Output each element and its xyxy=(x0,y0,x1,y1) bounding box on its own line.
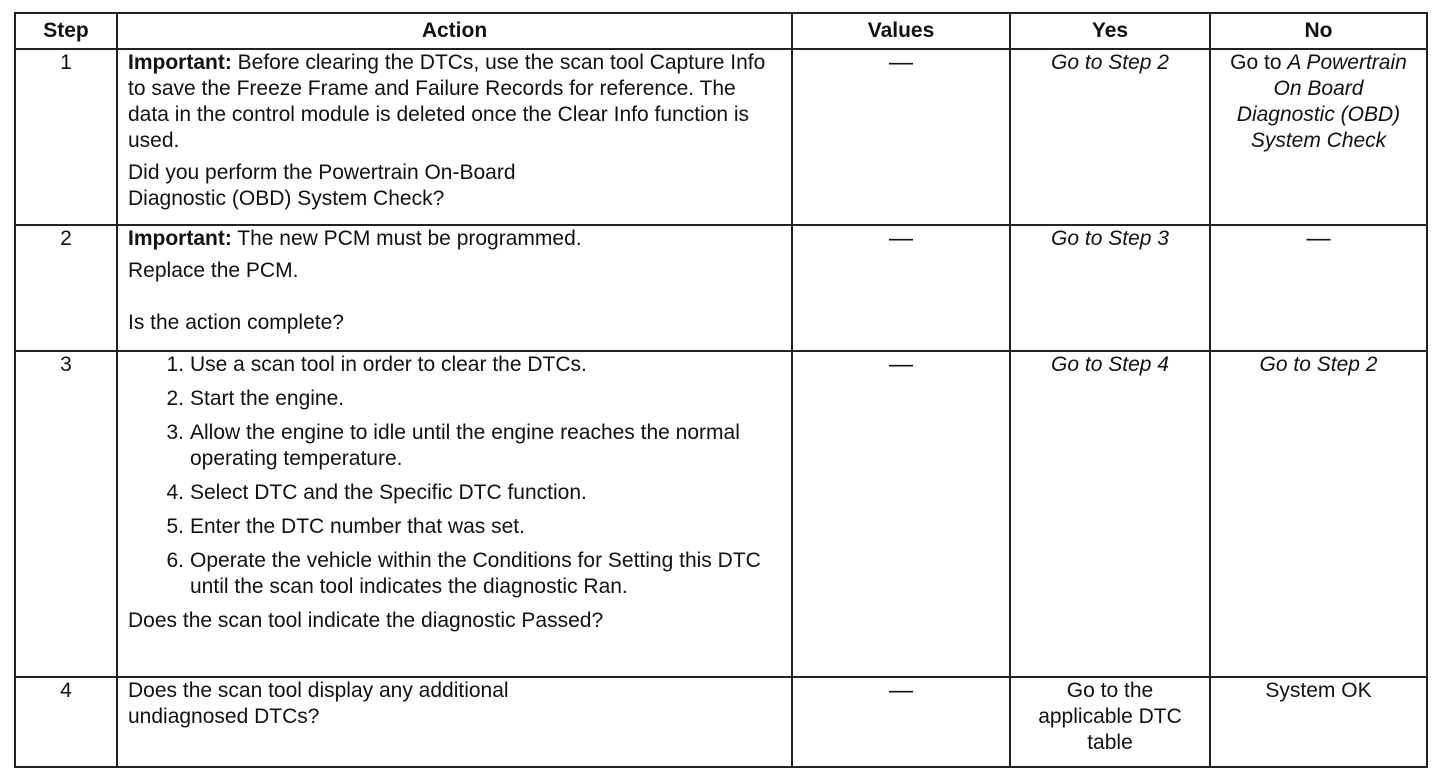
list-number: 2. xyxy=(166,387,184,410)
action-instruction: Replace the PCM. xyxy=(128,259,299,282)
action-cell xyxy=(117,225,792,351)
diagnostic-table-container xyxy=(14,12,1428,768)
list-text: Start the engine. xyxy=(190,387,345,410)
list-text: Operate the vehicle within the Conditions for Setting this DTC until the scan tool indicates the diagnostic Ran. xyxy=(190,549,761,598)
list-text: Use a scan tool in order to clear the DTCs. xyxy=(190,353,587,376)
table-row-step-2 xyxy=(15,225,1427,351)
action-cell xyxy=(117,677,792,767)
list-number: 1. xyxy=(166,353,184,376)
important-text: Before clearing the DTCs, use the scan tool Capture Info to save the Freeze Frame and Failure Records for reference. The data in the control module is deleted once the Clear Info function is used. xyxy=(128,51,766,152)
important-note xyxy=(128,50,781,154)
header-yes: Yes xyxy=(1010,13,1210,49)
diagnostic-table xyxy=(14,12,1428,768)
yes-link[interactable]: Go to Step 4 xyxy=(1010,351,1210,677)
action-question: Is the action complete? xyxy=(128,311,344,334)
list-item xyxy=(128,480,781,506)
important-label: Important: xyxy=(128,51,232,74)
list-item xyxy=(128,420,781,472)
yes-link[interactable]: Go to Step 2 xyxy=(1010,49,1210,225)
table-row-step-1 xyxy=(15,49,1427,225)
list-item xyxy=(128,514,781,540)
action-cell xyxy=(117,351,792,677)
important-label: Important: xyxy=(128,227,232,250)
list-item xyxy=(128,352,781,378)
no-cell: System OK xyxy=(1210,677,1427,767)
list-number: 6. xyxy=(166,549,184,572)
step-number: 3 xyxy=(15,351,117,677)
no-link[interactable]: A Powertrain On Board Diagnostic (OBD) System Check xyxy=(1236,51,1407,152)
list-text: Allow the engine to idle until the engine reaches the normal operating temperature. xyxy=(190,421,740,470)
header-step: Step xyxy=(15,13,117,49)
header-no: No xyxy=(1210,13,1427,49)
list-text: Enter the DTC number that was set. xyxy=(190,515,525,538)
list-item xyxy=(128,386,781,412)
table-row-step-4 xyxy=(15,677,1427,767)
action-question: Does the scan tool indicate the diagnostic Passed? xyxy=(128,609,604,632)
values-cell: — xyxy=(792,677,1010,767)
header-row xyxy=(15,13,1427,49)
values-cell: — xyxy=(792,351,1010,677)
list-number: 3. xyxy=(166,421,184,444)
no-cell: — xyxy=(1210,225,1427,351)
yes-link[interactable]: Go to Step 3 xyxy=(1010,225,1210,351)
important-note xyxy=(128,226,781,252)
values-cell: — xyxy=(792,225,1010,351)
action-question: Did you perform the Powertrain On-Board Diagnostic (OBD) System Check? xyxy=(128,161,516,210)
no-link[interactable]: Go to Step 2 xyxy=(1210,351,1427,677)
list-item xyxy=(128,548,781,600)
list-number: 4. xyxy=(166,481,184,504)
header-action: Action xyxy=(117,13,792,49)
list-number: 5. xyxy=(166,515,184,538)
step-number: 4 xyxy=(15,677,117,767)
no-cell xyxy=(1210,49,1427,225)
header-values: Values xyxy=(792,13,1010,49)
step-number: 2 xyxy=(15,225,117,351)
action-cell xyxy=(117,49,792,225)
list-text: Select DTC and the Specific DTC function. xyxy=(190,481,587,504)
no-prefix: Go to xyxy=(1230,51,1288,74)
procedure-list xyxy=(128,352,781,600)
table-row-step-3 xyxy=(15,351,1427,677)
values-cell: — xyxy=(792,49,1010,225)
step-number: 1 xyxy=(15,49,117,225)
important-text: The new PCM must be programmed. xyxy=(231,227,582,250)
action-question: Does the scan tool display any additional undiagnosed DTCs? xyxy=(128,679,509,728)
yes-cell[interactable]: Go to the applicable DTC table xyxy=(1010,677,1210,767)
